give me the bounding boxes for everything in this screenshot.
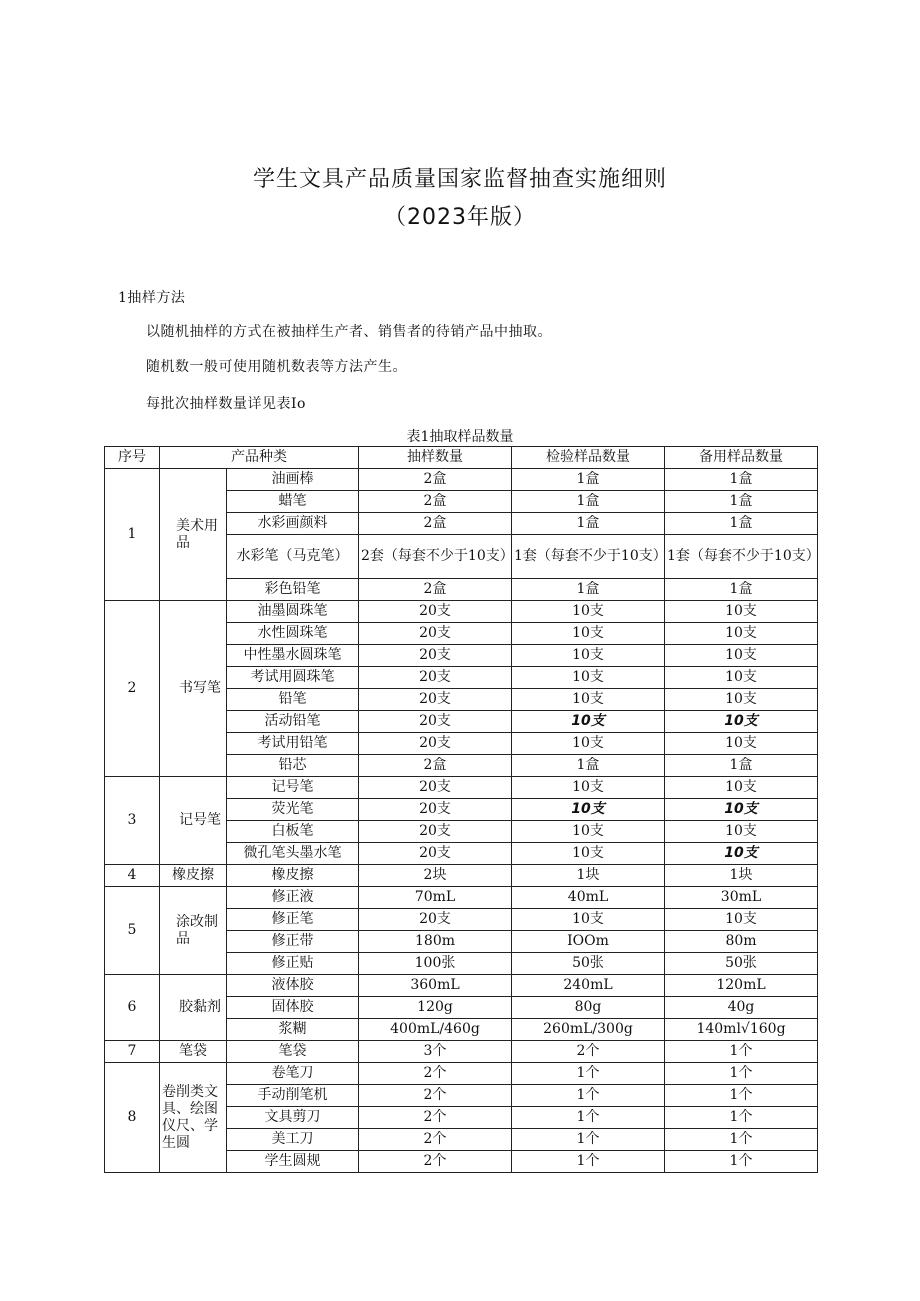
product-cell: 蜡笔 <box>227 491 359 513</box>
group-category-cell: 笔袋 <box>160 1041 227 1063</box>
test-quantity-cell: 10支 <box>512 799 665 821</box>
group-number-cell: 3 <box>105 777 160 865</box>
product-cell: 笔袋 <box>227 1041 359 1063</box>
group-category-cell: 橡皮擦 <box>160 865 227 887</box>
sample-quantity-cell: 2个 <box>359 1063 512 1085</box>
sample-quantity-cell: 20支 <box>359 623 512 645</box>
product-cell: 美工刀 <box>227 1129 359 1151</box>
group-number-cell: 1 <box>105 469 160 601</box>
table-row <box>105 1041 818 1063</box>
sample-quantity-cell: 3个 <box>359 1041 512 1063</box>
sample-quantity-cell: 70mL <box>359 887 512 909</box>
product-cell: 油画棒 <box>227 469 359 491</box>
backup-quantity-cell: 120mL <box>665 975 818 997</box>
product-cell: 中性墨水圆珠笔 <box>227 645 359 667</box>
sample-quantity-cell: 2盒 <box>359 579 512 601</box>
product-cell: 橡皮擦 <box>227 865 359 887</box>
product-cell: 水性圆珠笔 <box>227 623 359 645</box>
test-quantity-cell: 10支 <box>512 623 665 645</box>
product-cell: 白板笔 <box>227 821 359 843</box>
product-cell: 液体胶 <box>227 975 359 997</box>
sample-quantity-cell: 2个 <box>359 1107 512 1129</box>
backup-quantity-cell: 1个 <box>665 1107 818 1129</box>
backup-quantity-cell: 10支 <box>665 821 818 843</box>
test-quantity-cell: 10支 <box>512 909 665 931</box>
product-cell: 修正带 <box>227 931 359 953</box>
backup-quantity-cell: 1个 <box>665 1063 818 1085</box>
product-cell: 修正笔 <box>227 909 359 931</box>
table-row <box>105 469 818 491</box>
test-quantity-cell: 240mL <box>512 975 665 997</box>
header-sample: 抽样数量 <box>359 447 512 469</box>
sample-quantity-cell: 2盒 <box>359 755 512 777</box>
test-quantity-cell: 260mL∕300g <box>512 1019 665 1041</box>
backup-quantity-cell: 10支 <box>665 689 818 711</box>
test-quantity-cell: 80g <box>512 997 665 1019</box>
header-no: 序号 <box>105 447 160 469</box>
group-category-cell: 书写笔 <box>160 601 227 777</box>
test-quantity-cell: 1盒 <box>512 579 665 601</box>
sample-quantity-cell: 2盒 <box>359 491 512 513</box>
table-row <box>105 777 818 799</box>
product-cell: 考试用铅笔 <box>227 733 359 755</box>
group-number-cell: 8 <box>105 1063 160 1173</box>
test-quantity-cell: IOOm <box>512 931 665 953</box>
sample-quantity-cell: 180m <box>359 931 512 953</box>
backup-quantity-cell: 10支 <box>665 645 818 667</box>
product-cell: 手动削笔机 <box>227 1085 359 1107</box>
test-quantity-cell: 10支 <box>512 711 665 733</box>
test-quantity-cell: 1套（每套不少于10支） <box>512 535 665 579</box>
group-category-cell: 卷削类文具、绘图仪尺、学生圆 <box>160 1063 227 1173</box>
test-quantity-cell: 10支 <box>512 601 665 623</box>
header-test: 检验样品数量 <box>512 447 665 469</box>
sample-quantity-cell: 2个 <box>359 1085 512 1107</box>
sample-quantity-cell: 20支 <box>359 711 512 733</box>
test-quantity-cell: 1个 <box>512 1063 665 1085</box>
sample-quantity-cell: 2个 <box>359 1151 512 1173</box>
test-quantity-cell: 1个 <box>512 1107 665 1129</box>
header-backup: 备用样品数量 <box>665 447 818 469</box>
backup-quantity-cell: 10支 <box>665 711 818 733</box>
backup-quantity-cell: 10支 <box>665 733 818 755</box>
backup-quantity-cell: 80m <box>665 931 818 953</box>
sample-quantity-cell: 20支 <box>359 645 512 667</box>
sample-quantity-cell: 20支 <box>359 909 512 931</box>
backup-quantity-cell: 10支 <box>665 667 818 689</box>
sample-quantity-cell: 20支 <box>359 601 512 623</box>
product-cell: 卷笔刀 <box>227 1063 359 1085</box>
backup-quantity-cell: 10支 <box>665 777 818 799</box>
test-quantity-cell: 40mL <box>512 887 665 909</box>
product-cell: 水彩画颜料 <box>227 513 359 535</box>
sample-quantity-cell: 20支 <box>359 799 512 821</box>
sample-quantity-cell: 2盒 <box>359 513 512 535</box>
test-quantity-cell: 2个 <box>512 1041 665 1063</box>
paragraph: 随机数一般可使用随机数表等方法产生。 <box>146 359 407 375</box>
product-cell: 微孔笔头墨水笔 <box>227 843 359 865</box>
product-cell: 油墨圆珠笔 <box>227 601 359 623</box>
backup-quantity-cell: 40g <box>665 997 818 1019</box>
product-cell: 修正贴 <box>227 953 359 975</box>
group-number-cell: 7 <box>105 1041 160 1063</box>
product-cell: 活动铅笔 <box>227 711 359 733</box>
sample-quantity-cell: 20支 <box>359 821 512 843</box>
sample-quantity-cell: 400mL∕460g <box>359 1019 512 1041</box>
test-quantity-cell: 1个 <box>512 1085 665 1107</box>
backup-quantity-cell: 10支 <box>665 909 818 931</box>
group-category-cell: 胶黏剂 <box>160 975 227 1041</box>
section-heading: 1抽样方法 <box>118 290 186 306</box>
test-quantity-cell: 10支 <box>512 667 665 689</box>
product-cell: 学生圆规 <box>227 1151 359 1173</box>
paragraph: 每批次抽样数量详见表Io <box>146 396 306 412</box>
product-cell: 固体胶 <box>227 997 359 1019</box>
product-cell: 彩色铅笔 <box>227 579 359 601</box>
sample-quantity-cell: 2套（每套不少于10支） <box>359 535 512 579</box>
group-category-cell: 记号笔 <box>160 777 227 865</box>
sample-quantity-cell: 120g <box>359 997 512 1019</box>
test-quantity-cell: 10支 <box>512 689 665 711</box>
sample-quantity-cell: 100张 <box>359 953 512 975</box>
backup-quantity-cell: 1盒 <box>665 491 818 513</box>
backup-quantity-cell: 1盒 <box>665 513 818 535</box>
product-cell: 记号笔 <box>227 777 359 799</box>
test-quantity-cell: 10支 <box>512 645 665 667</box>
sample-quantity-cell: 20支 <box>359 667 512 689</box>
test-quantity-cell: 1盒 <box>512 491 665 513</box>
backup-quantity-cell: 1个 <box>665 1041 818 1063</box>
test-quantity-cell: 50张 <box>512 953 665 975</box>
backup-quantity-cell: 10支 <box>665 799 818 821</box>
backup-quantity-cell: 30mL <box>665 887 818 909</box>
product-cell: 水彩笔（马克笔） <box>227 535 359 579</box>
test-quantity-cell: 1个 <box>512 1129 665 1151</box>
test-quantity-cell: 1盒 <box>512 469 665 491</box>
table-row <box>105 975 818 997</box>
product-cell: 修正液 <box>227 887 359 909</box>
backup-quantity-cell: 1盒 <box>665 579 818 601</box>
table-caption: 表1抽取样品数量 <box>406 429 514 445</box>
table-body <box>105 469 818 1173</box>
backup-quantity-cell: 10支 <box>665 601 818 623</box>
test-quantity-cell: 1个 <box>512 1151 665 1173</box>
sample-quantity-cell: 20支 <box>359 733 512 755</box>
backup-quantity-cell: 1块 <box>665 865 818 887</box>
header-category: 产品种类 <box>160 447 359 469</box>
table-row <box>105 1063 818 1085</box>
backup-quantity-cell: 10支 <box>665 623 818 645</box>
document-subtitle: （2023年版） <box>384 205 536 230</box>
sample-quantity-cell: 20支 <box>359 843 512 865</box>
backup-quantity-cell: 1个 <box>665 1085 818 1107</box>
sample-quantity-cell: 360mL <box>359 975 512 997</box>
paragraph: 以随机抽样的方式在被抽样生产者、销售者的待销产品中抽取。 <box>146 324 552 340</box>
test-quantity-cell: 1盒 <box>512 513 665 535</box>
backup-quantity-cell: 140ml√160g <box>665 1019 818 1041</box>
test-quantity-cell: 1盒 <box>512 755 665 777</box>
group-category-cell: 美术用品 <box>160 469 227 601</box>
backup-quantity-cell: 50张 <box>665 953 818 975</box>
table-row <box>105 601 818 623</box>
table-row <box>105 865 818 887</box>
test-quantity-cell: 1块 <box>512 865 665 887</box>
group-category-cell: 涂改制品 <box>160 887 227 975</box>
group-number-cell: 2 <box>105 601 160 777</box>
product-cell: 铅笔 <box>227 689 359 711</box>
sample-quantity-cell: 2块 <box>359 865 512 887</box>
test-quantity-cell: 10支 <box>512 821 665 843</box>
document-title: 学生文具产品质量国家监督抽查实施细则 <box>252 167 667 192</box>
table-row <box>105 887 818 909</box>
group-number-cell: 6 <box>105 975 160 1041</box>
product-cell: 文具剪刀 <box>227 1107 359 1129</box>
test-quantity-cell: 10支 <box>512 843 665 865</box>
product-cell: 铅芯 <box>227 755 359 777</box>
backup-quantity-cell: 1个 <box>665 1151 818 1173</box>
backup-quantity-cell: 10支 <box>665 843 818 865</box>
table-header-row <box>105 447 818 469</box>
backup-quantity-cell: 1套（每套不少于10支） <box>665 535 818 579</box>
backup-quantity-cell: 1盒 <box>665 755 818 777</box>
test-quantity-cell: 10支 <box>512 733 665 755</box>
product-cell: 浆糊 <box>227 1019 359 1041</box>
group-number-cell: 4 <box>105 865 160 887</box>
sample-quantity-cell: 20支 <box>359 689 512 711</box>
test-quantity-cell: 10支 <box>512 777 665 799</box>
sample-quantity-cell: 2个 <box>359 1129 512 1151</box>
sample-quantity-cell: 20支 <box>359 777 512 799</box>
backup-quantity-cell: 1个 <box>665 1129 818 1151</box>
sample-quantity-cell: 2盒 <box>359 469 512 491</box>
product-cell: 荧光笔 <box>227 799 359 821</box>
product-cell: 考试用圆珠笔 <box>227 667 359 689</box>
sample-quantity-table <box>104 446 818 1173</box>
group-number-cell: 5 <box>105 887 160 975</box>
backup-quantity-cell: 1盒 <box>665 469 818 491</box>
